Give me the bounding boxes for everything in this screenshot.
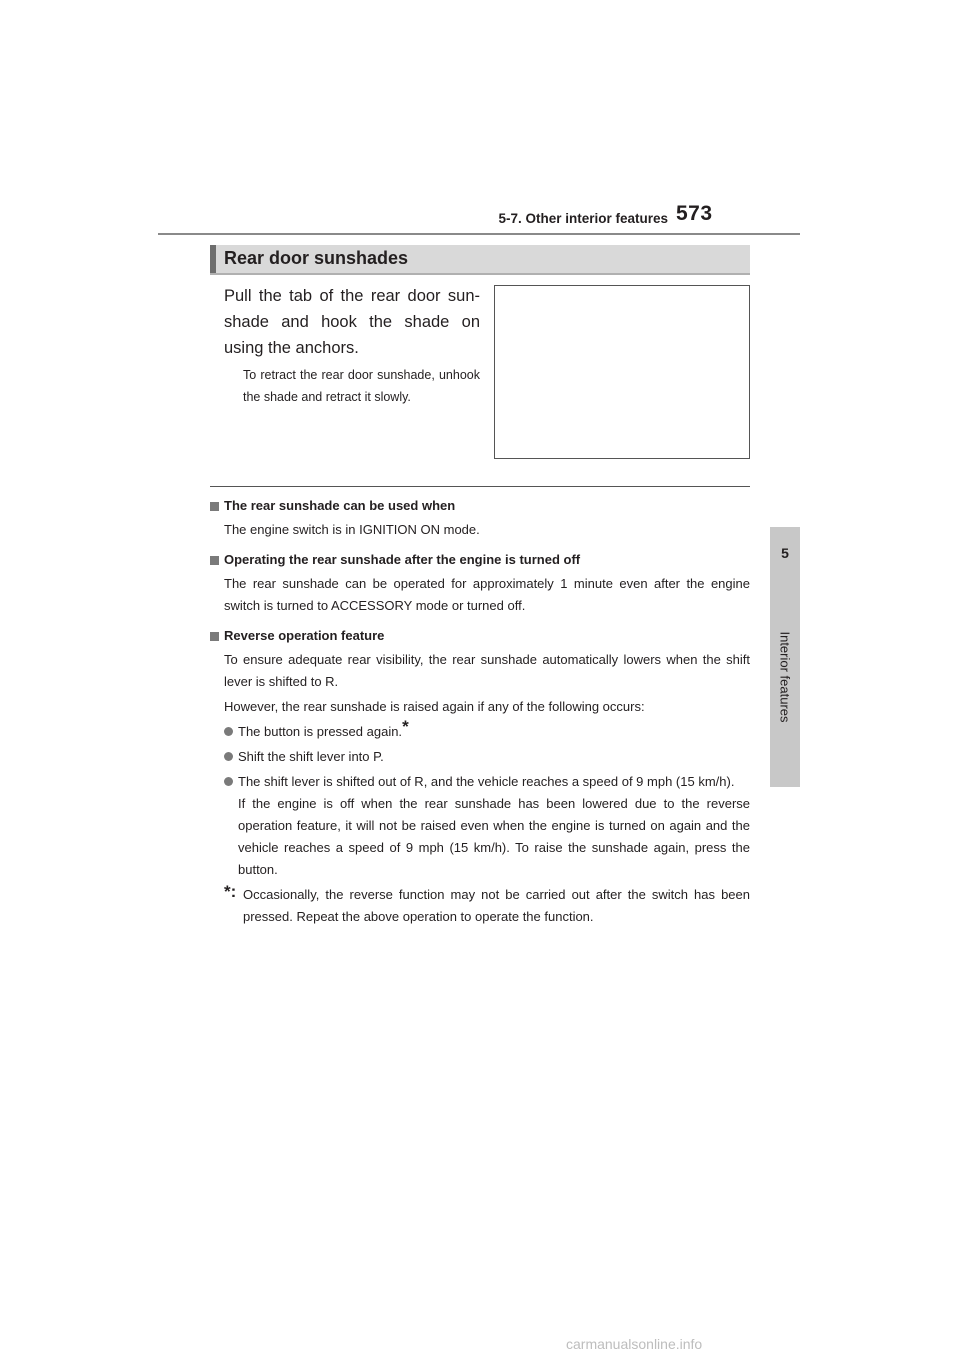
square-bullet-icon <box>210 632 219 641</box>
list-item <box>210 746 750 768</box>
note-text: The engine switch is in IGNITION ON mode. <box>224 522 480 537</box>
list-item-text: Shift the shift lever into P. <box>238 749 384 764</box>
main-instruction: Pull the tab of the rear door sun-shade and hook the shade on using the anchors. <box>224 287 480 357</box>
sunshade-illustration-frame <box>494 285 750 459</box>
circle-bullet-icon <box>224 752 233 761</box>
circle-bullet-icon <box>224 777 233 786</box>
watermark: carmanualsonline.info <box>566 1336 703 1352</box>
retract-note: To retract the rear door sunshade, unhook the shade and retract it slowly. <box>243 368 480 404</box>
section-bar-accent <box>210 245 216 273</box>
footnote-reference: * <box>402 717 409 736</box>
note-text: The rear sunshade can be operated for approximately 1 minute even after the engine switch is turned to ACCESSORY mode or turned off. <box>224 576 750 613</box>
footnote <box>210 884 750 928</box>
list-item-text: The shift lever is shifted out of R, and the vehicle reaches a speed of 9 mph (15 km/h). <box>238 774 735 789</box>
list-item <box>210 717 750 743</box>
notes-section <box>210 496 750 928</box>
chapter-title: 5-7. Other interior features <box>498 211 668 226</box>
note-heading-text: The rear sunshade can be used when <box>224 498 456 513</box>
footnote-text: Occasionally, the reverse function may not be carried out after the switch has been pressed. Repeat the above operation to operate the function. <box>243 887 750 924</box>
square-bullet-icon <box>210 502 219 511</box>
notes-divider <box>210 486 750 487</box>
note-heading <box>210 550 750 570</box>
header-rule <box>158 233 800 235</box>
footnote-mark: *: <box>224 882 237 901</box>
square-bullet-icon <box>210 556 219 565</box>
section-title: Rear door sunshades <box>224 248 409 268</box>
note-heading <box>210 496 750 516</box>
list-item <box>210 771 750 881</box>
chapter-side-tab <box>770 527 800 787</box>
circle-bullet-icon <box>224 727 233 736</box>
note-heading <box>210 626 750 646</box>
note-heading-text: Operating the rear sunshade after the engine is turned off <box>224 552 581 567</box>
chapter-tab-label: Interior features <box>777 631 793 723</box>
page-number: 573 <box>676 202 713 225</box>
note-heading-text: Reverse operation feature <box>224 628 385 643</box>
chapter-tab-number: 5 <box>781 545 789 561</box>
note-text: However, the rear sunshade is raised again if any of the following occurs: <box>224 699 645 714</box>
list-item-text: The button is pressed again. <box>238 724 403 739</box>
section-header-bar <box>210 245 750 275</box>
note-text: To ensure adequate rear visibility, the rear sunshade automatically lowers when the shift lever is shifted to R. <box>224 652 750 689</box>
list-item-extra-text: If the engine is off when the rear sunshade has been lowered due to the reverse operation feature, it will not be raised even when the engine is turned on again and the vehicle reaches a speed of 9 mph (15 km/h). To raise the sunshade again, press the button. <box>238 796 750 877</box>
